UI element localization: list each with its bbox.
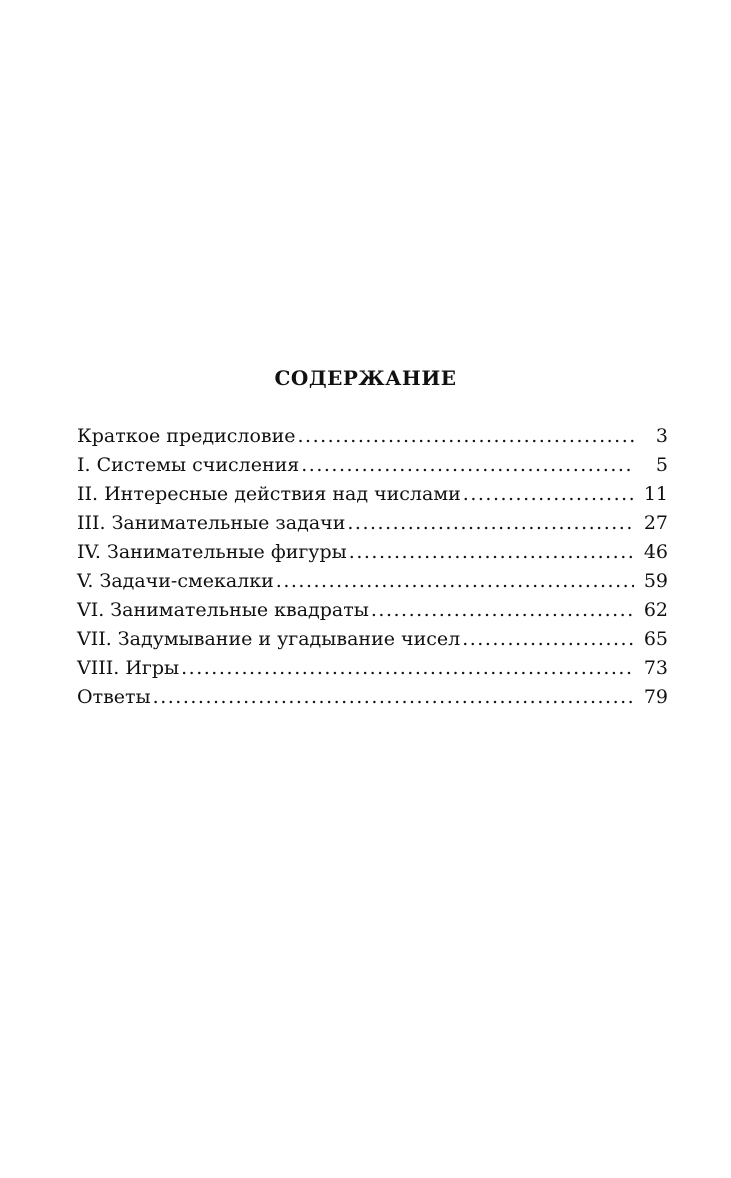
toc-entry-label: III. Занимательные задачи — [77, 512, 346, 534]
dot-leader — [301, 454, 634, 476]
toc-entry-page: 73 — [643, 657, 668, 679]
toc-entry-page: 59 — [643, 570, 668, 592]
toc-entry-label: IV. Занимательные фигуры — [77, 541, 347, 563]
toc-entry-page: 3 — [655, 425, 668, 447]
toc-entry-chapter-7 — [77, 628, 668, 657]
toc-entry-label: VIII. Игры — [77, 657, 180, 679]
toc-entry-label: I. Системы счисления — [77, 454, 300, 476]
dot-leader — [463, 483, 634, 505]
toc-entry-label: Краткое предисловие — [77, 425, 296, 447]
toc-entry-page: 11 — [643, 483, 668, 505]
table-of-contents — [77, 425, 668, 715]
toc-entry-chapter-3 — [77, 512, 668, 541]
toc-entry-preface — [77, 425, 668, 454]
toc-entry-page: 46 — [643, 541, 668, 563]
dot-leader — [349, 541, 634, 563]
toc-entry-chapter-6 — [77, 599, 668, 628]
toc-entry-label: VII. Задумывание и угадывание чисел — [77, 628, 461, 650]
dot-leader — [371, 599, 634, 621]
toc-entry-page: 65 — [643, 628, 668, 650]
toc-entry-answers — [77, 686, 668, 715]
toc-entry-page: 79 — [643, 686, 668, 708]
toc-entry-label: VI. Занимательные квадраты — [77, 599, 369, 621]
dot-leader — [276, 570, 634, 592]
toc-entry-page: 5 — [655, 454, 668, 476]
toc-entry-page: 27 — [643, 512, 668, 534]
dot-leader — [462, 628, 634, 650]
toc-entry-label: Ответы — [77, 686, 151, 708]
dot-leader — [181, 657, 634, 679]
toc-entry-label: II. Интересные действия над числами — [77, 483, 461, 505]
dot-leader — [153, 686, 634, 708]
toc-entry-chapter-5 — [77, 570, 668, 599]
dot-leader — [298, 425, 635, 447]
toc-entry-label: V. Задачи-смекалки — [77, 570, 274, 592]
toc-entry-chapter-1 — [77, 454, 668, 483]
toc-entry-page: 62 — [643, 599, 668, 621]
toc-entry-chapter-2 — [77, 483, 668, 512]
toc-entry-chapter-8 — [77, 657, 668, 686]
toc-entry-chapter-4 — [77, 541, 668, 570]
dot-leader — [347, 512, 634, 534]
toc-heading: СОДЕРЖАНИЕ — [274, 366, 457, 390]
